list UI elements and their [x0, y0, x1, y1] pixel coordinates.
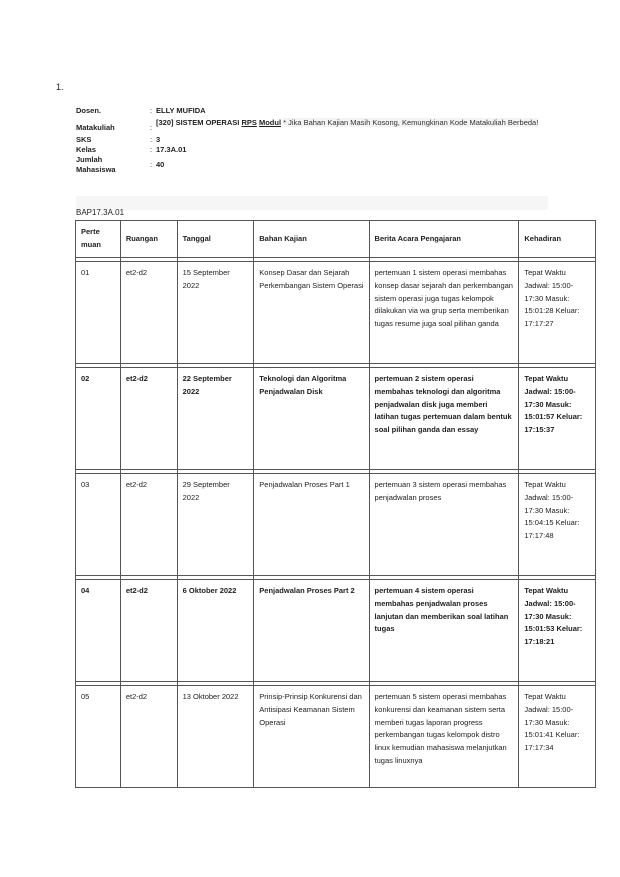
header-pertemuan: Perte muan	[76, 221, 121, 258]
cell-kehadiran: Tepat Waktu Jadwal: 15:00-17:30 Masuk: 15:01:53 Keluar: 17:18:21	[519, 580, 596, 682]
info-row-jumlah: Jumlah Mahasiswa : 40	[76, 155, 165, 174]
cell-berita: pertemuan 2 sistem operasi membahas teknologi dan algoritma penjadwalan disk juga memberi latihan tugas pertemuan dalam bentuk soal pilihan ganda dan essay	[369, 368, 519, 470]
cell-bahan: Penjadwalan Proses Part 1	[254, 474, 369, 576]
bap-title: BAP17.3A.01	[76, 208, 125, 217]
dosen-value: ELLY MUFIDA	[156, 106, 206, 115]
cell-berita: pertemuan 3 sistem operasi membahas penjadwalan proses	[369, 474, 519, 576]
table-row	[76, 580, 596, 682]
info-row-sks: SKS : 3	[76, 135, 161, 144]
table-row	[76, 262, 596, 364]
cell-tanggal: 15 September 2022	[177, 262, 254, 364]
dosen-label: Dosen.	[76, 106, 102, 115]
matkul-value: [320] SISTEM OPERASI RPS Modul * Jika Bahan Kajian Masih Kosong, Kemungkinan Kode Matakuliah Berbeda!	[156, 118, 539, 127]
table-row	[76, 686, 596, 788]
cell-pertemuan: 02	[76, 368, 121, 470]
header-ruangan: Ruangan	[120, 221, 177, 258]
bap-header-bg	[76, 196, 548, 210]
cell-tanggal: 13 Oktober 2022	[177, 686, 254, 788]
header-tanggal: Tanggal	[177, 221, 254, 258]
cell-tanggal: 22 September 2022	[177, 368, 254, 470]
jumlah-label: Jumlah Mahasiswa	[76, 155, 116, 174]
modul-link[interactable]: Modul	[258, 118, 282, 127]
cell-berita: pertemuan 5 sistem operasi membahas konkurensi dan keamanan sistem serta memberi tugas laporan progress perkembangan tugas kelompok distro linux kemudian mahasiswa melanjutkan tugas linuxnya	[369, 686, 519, 788]
rps-link[interactable]: RPS	[241, 118, 257, 127]
cell-tanggal: 29 September 2022	[177, 474, 254, 576]
cell-kehadiran: Tepat Waktu Jadwal: 15:00-17:30 Masuk: 15:01:57 Keluar: 17:15:37	[519, 368, 596, 470]
matkul-label: Matakuliah	[76, 123, 115, 132]
cell-pertemuan: 04	[76, 580, 121, 682]
cell-pertemuan: 03	[76, 474, 121, 576]
cell-bahan: Teknologi dan Algoritma Penjadwalan Disk	[254, 368, 369, 470]
cell-pertemuan: 01	[76, 262, 121, 364]
list-number: 1.	[56, 82, 64, 92]
cell-bahan: Konsep Dasar dan Sejarah Perkembangan Sistem Operasi	[254, 262, 369, 364]
table-row	[76, 474, 596, 576]
cell-ruangan: et2-d2	[120, 368, 177, 470]
cell-kehadiran: Tepat Waktu Jadwal: 15:00-17:30 Masuk: 15:01:41 Keluar: 17:17:34	[519, 686, 596, 788]
table-header-row	[76, 221, 596, 258]
jumlah-value: 40	[156, 160, 165, 169]
cell-bahan: Penjadwalan Proses Part 2	[254, 580, 369, 682]
cell-ruangan: et2-d2	[120, 474, 177, 576]
kelas-label: Kelas	[76, 145, 97, 154]
cell-ruangan: et2-d2	[120, 262, 177, 364]
header-kehadiran: Kehadiran	[519, 221, 596, 258]
table-row	[76, 368, 596, 470]
cell-ruangan: et2-d2	[120, 580, 177, 682]
sks-label: SKS	[76, 135, 92, 144]
cell-kehadiran: Tepat Waktu Jadwal: 15:00-17:30 Masuk: 15:04:15 Keluar: 17:17:48	[519, 474, 596, 576]
cell-pertemuan: 05	[76, 686, 121, 788]
info-row-dosen: Dosen. : ELLY MUFIDA	[76, 106, 206, 115]
header-berita: Berita Acara Pengajaran	[369, 221, 519, 258]
cell-tanggal: 6 Oktober 2022	[177, 580, 254, 682]
cell-berita: pertemuan 4 sistem operasi membahas penjadwalan proses lanjutan dan memberikan soal latihan tugas	[369, 580, 519, 682]
course-info	[76, 106, 546, 175]
cell-ruangan: et2-d2	[120, 686, 177, 788]
sks-value: 3	[156, 135, 161, 144]
cell-kehadiran: Tepat Waktu Jadwal: 15:00-17:30 Masuk: 15:01:28 Keluar: 17:17:27	[519, 262, 596, 364]
info-row-kelas: Kelas : 17.3A.01	[76, 145, 187, 154]
info-row-matkul: Matakuliah : [320] SISTEM OPERASI RPS Modul * Jika Bahan Kajian Masih Kosong, Kemungkinan Kode Matakuliah Berbeda!	[76, 118, 546, 133]
kelas-value: 17.3A.01	[156, 145, 187, 154]
matkul-note: * Jika Bahan Kajian Masih Kosong, Kemungkinan Kode Matakuliah Berbeda!	[283, 118, 539, 127]
header-bahan: Bahan Kajian	[254, 221, 369, 258]
cell-berita: pertemuan 1 sistem operasi membahas konsep dasar sejarah dan perkembangan sistem operasi juga tugas kelompok dilakukan via wa grup serta memberikan tugas resume juga soal pilihan ganda	[369, 262, 519, 364]
attendance-table	[75, 220, 596, 788]
cell-bahan: Prinsip-Prinsip Konkurensi dan Antisipasi Keamanan Sistem Operasi	[254, 686, 369, 788]
